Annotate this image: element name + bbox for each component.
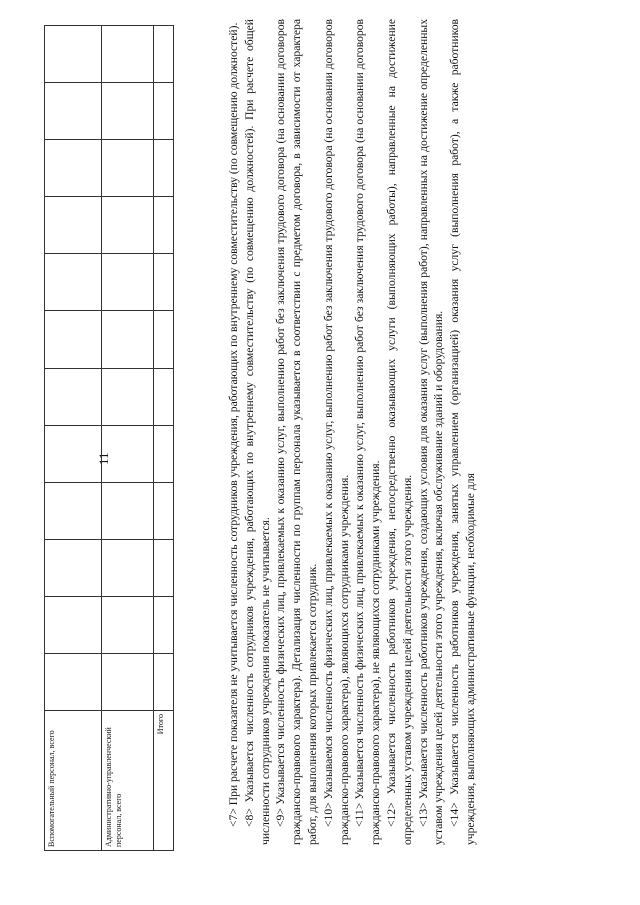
table-cell bbox=[102, 311, 154, 368]
table-cell bbox=[45, 596, 102, 653]
footnote-paragraph: <14> Указывается численность работников учреждения, занятых управлением (организацией) оказания услуг (выполнения работ), а также работников учреждения, выполняющих административные функции, необходимые для bbox=[448, 19, 477, 845]
table-cell bbox=[45, 368, 102, 425]
table-cell bbox=[102, 83, 154, 140]
footnote-paragraph: <11> Указывается численность физических лиц, привлекаемых к оказанию услуг, выполнению работ без заключения трудового договора (на основании договоров гражданско-правового характера), не являющихся сотрудниками учреждения. bbox=[353, 19, 383, 845]
footnote-paragraph: <12> Указывается численность работников учреждения, непосредственно оказывающих услуги (выполняющих работы), направленные на достижение определенных уставом учреждения целей деятельности этого учреждения. bbox=[384, 19, 414, 845]
staff-table bbox=[44, 25, 174, 851]
table-cell bbox=[45, 482, 102, 539]
table-cell bbox=[154, 596, 174, 653]
footnote-paragraph: <8> Указывается численность сотрудников учреждения, работающих по внутреннему совместительству (по совмещению должностей). При расчете общей численности сотрудников учреждения показатель не учитывается. bbox=[242, 19, 272, 845]
table-cell bbox=[102, 482, 154, 539]
table-cell bbox=[154, 425, 174, 482]
table-cell bbox=[45, 425, 102, 482]
row-label: Административно-управленческий персонал, всего bbox=[102, 711, 154, 851]
table-cell bbox=[102, 254, 154, 311]
table-cell bbox=[154, 140, 174, 197]
footnote-paragraph: <10> Указываемся численность физических лиц, привлекаемых к оказанию услуг, выполнению работ без заключения трудового договора (на основании договоров гражданско-правового характера), являющихся сотрудниками учреждения. bbox=[321, 19, 351, 845]
table-cell bbox=[45, 197, 102, 254]
table-cell bbox=[45, 140, 102, 197]
page-number: 11 bbox=[96, 452, 111, 465]
table-cell bbox=[154, 26, 174, 83]
row-label: Итого bbox=[154, 711, 174, 851]
table-cell bbox=[154, 197, 174, 254]
footnote-paragraph: <9> Указывается численность физических лиц, привлекаемых к оказанию услуг, выполнению работ без заключения трудового договора (на основании договоров гражданско-правового характера). Детализация численности по группам персонала указывается в соответствии с предметом договора, в зависимости от характера работ, для выполнения которых привлекается сотрудник. bbox=[274, 19, 319, 845]
table-cell bbox=[102, 425, 154, 482]
table-cell bbox=[102, 26, 154, 83]
table-cell bbox=[154, 254, 174, 311]
table-cell bbox=[154, 482, 174, 539]
footnote-paragraph: <13> Указывается численность работников учреждения, создающих условия для оказания услуг (выполнения работ), направленных на достижение определенных уставом учреждения целей деятельности этого учреждения, включая обслуживание зданий и оборудования. bbox=[416, 19, 446, 845]
row-label: Вспомогательный персонал, всего bbox=[45, 711, 102, 851]
table-cell bbox=[154, 368, 174, 425]
table-cell bbox=[45, 254, 102, 311]
table-cell bbox=[102, 197, 154, 254]
table-cell bbox=[102, 140, 154, 197]
table-cell bbox=[154, 539, 174, 596]
table-cell bbox=[102, 539, 154, 596]
table-row bbox=[154, 26, 174, 851]
table-cell bbox=[45, 539, 102, 596]
table-cell bbox=[102, 653, 154, 710]
table-cell bbox=[45, 83, 102, 140]
table-cell bbox=[154, 653, 174, 710]
table-row bbox=[45, 26, 102, 851]
table-cell bbox=[102, 596, 154, 653]
table-cell bbox=[154, 311, 174, 368]
table-cell bbox=[45, 653, 102, 710]
footnote-paragraph: <7> При расчете показателя не учитывается численность сотрудников учреждения, работающих по внутреннему совместительству (по совмещению должностей). bbox=[227, 22, 240, 827]
table-cell bbox=[45, 311, 102, 368]
table-cell bbox=[154, 83, 174, 140]
table-cell bbox=[102, 368, 154, 425]
footnotes bbox=[226, 19, 479, 845]
table-cell bbox=[45, 26, 102, 83]
table-row bbox=[102, 26, 154, 851]
